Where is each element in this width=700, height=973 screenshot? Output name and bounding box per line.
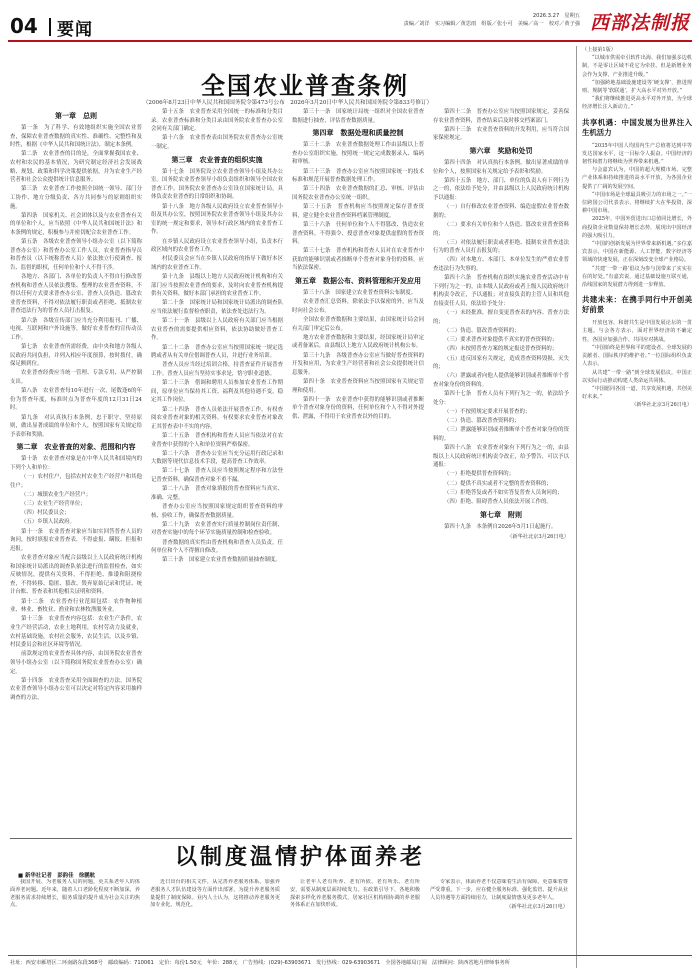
article-paragraph: 第三十八条 国家建立农业普查资料公布制度。	[303, 290, 417, 297]
right-paragraph: “加强跨地基础设施建设等‘硬支撑’，推进规则、规制等‘软联通’，扩大高水平对外开放。”	[582, 79, 692, 95]
article-paragraph: 各地方、各部门、各单位的负责人不得自行修改普查机构和普查人员依法搜集、整理的农业普查资料，不得以任何方式要求普查办公室、普查人员伪造、篡改农业普查资料，不得对依法履行职责或者拒绝、抵制农业普查违法行为的普查人员打击报复。	[10, 274, 142, 315]
right-subheading-2: 共建未来：在携手同行中开创美好前景	[582, 295, 692, 315]
article-paragraph: 第四十条 农业普查资料应当按照国家有关规定管理和使用。	[292, 378, 424, 394]
bottom-article-column-4	[430, 879, 568, 951]
masthead	[0, 0, 700, 46]
article-paragraph: 第四十二条 普查办公室应当按照国家规定，妥善保存农业普查资料，普查结束后及时移交档案部门。	[433, 109, 569, 124]
article-paragraph: （五）乡镇人民政府。	[21, 519, 75, 526]
article-paragraph: （一）自行修改农业普查资料、编造虚假农业普查数据的；	[433, 204, 569, 219]
main-article-column-3	[292, 108, 424, 830]
main-article-column-1	[10, 108, 142, 830]
article-paragraph: （四）未按照普查方案的规定报送普查资料的；	[444, 346, 558, 353]
right-paras-b	[582, 142, 692, 290]
editor-credits: 责编／刘洋 实习编辑／黄思雨 组版／张小可 美编／高一 校对／黄子强	[403, 21, 580, 27]
article-paragraph: 第三十五条 普查机构应当按照规定保存普查资料，建立健全农业普查资料档案管理制度。	[292, 204, 424, 219]
article-paragraph: （三）泄露能够识别或者推断单个普查对象身份的资料的。	[433, 427, 569, 442]
bottom-article-column-1	[10, 879, 140, 951]
right-paragraph: “我们将继续推进更高水平对外开放，为全球经济增长注入新动力。”	[582, 96, 692, 111]
article-paragraph: 地方农业普查数据和主要结果，经国家统计局审定或者备案后，由县级以上地方人民政府统计机构公布。	[292, 334, 424, 350]
article-paragraph: 第三十四条 农业普查数据的汇总、审核、评估由国务院农业普查办公室统一组织。	[292, 186, 424, 201]
article-paragraph: 农业普查对象应当配合县级以上人民政府统计机构和国家统计局派出的调查队依法进行的监督检查，如实反映情况，提供有关资料，不得拒绝、推诿和阻挠检查，不得转移、隐匿、篡改、毁弃原始记录和凭证、统计台账、普查表和其他相关证明和资料。	[10, 555, 142, 596]
article-paragraph: （四）对本地方、本部门、本单位发生的严重农业普查违法行为失察的。	[433, 257, 569, 273]
right-paragraph: 从共建“一带一路”到全球发展倡议，中国正以实际行动推动构建人类命运共同体。	[582, 369, 692, 384]
main-article-dek: （2006年8月23日中华人民共和国国务院令第473号公布 2026年3月20日中华人民共和国国务院令第833号修订）	[142, 100, 433, 106]
article-paragraph: （二）城镇农业生产经营户；	[21, 491, 92, 498]
article-paragraph: 全国农业普查数据和主要结果，由国家统计局会同有关部门审定后公布。	[292, 317, 424, 332]
article-paragraph: 第二条 农业普查的目的是，全面掌握我国农业、农村和农民的基本情况，为研究制定经济社会发展战略、规划、政策和科学决策提供依据，并为农业生产经营者和社会公众提供统计信息服务。	[10, 151, 142, 184]
header-rule	[8, 40, 692, 42]
header-divider	[49, 18, 51, 36]
issue-date: 2026.3.27 星期五	[532, 13, 580, 19]
right-article-source: （新华社北京3月26日电）	[631, 402, 692, 409]
article-paragraph: 第十三条 农业普查内容包括：农业生产条件，农业生产经营活动，农业土地利用，农村劳动力及就业，农村基础设施，农村社会服务，农民生活，以及乡镇、村民委员会和社区环境等情况。	[10, 616, 142, 649]
article-paragraph: 第三十三条 普查办公室应当按照国家统一的技术标准和规范开展普查数据处理工作。	[292, 168, 424, 184]
article-paragraph: 前款规定的农业普查具体内容，由国务院农业普查领导小组办公室（以下简称国务院农业普查办公室）确定。	[10, 651, 142, 675]
article-paragraph: 农业普查汇总资料，除依法予以保密的外，应当及时向社会公布。	[292, 299, 424, 314]
column-divider	[576, 46, 577, 968]
article-paragraph: 第四十五条 地方、部门、单位的负责人有下列行为之一的，依法给予处分，并由县级以上人民政府统计机构予以通报：	[433, 177, 569, 201]
bottom-para: 让老年人老有所养、老有所依、老有所乐、老有所安，需要从制度层面持续发力。在政策引导下，各地积极探索多样化养老服务模式，居家社区机构相协调的养老服务体系正在加快形成。	[290, 879, 420, 909]
article-paragraph: 第三条 农业普查工作按照全国统一领导、部门分工协作、地方分级负责、各方共同参与的原则组织实施。	[10, 186, 142, 210]
article-paragraph: 第三十七条 普查机构和普查人员对在农业普查中获取的能够识别或者推断单个普查对象身份的资料，应当依法保密。	[292, 248, 424, 272]
bottom-para: 我国开展、为老服务人员的问题，更关系老年人的体面养老问题。近年来，随着人口老龄化程度不断加深，养老服务需求持续增长，服务质量的提升成为社会关注的焦点。	[10, 879, 140, 909]
chapter-heading: 第三章 农业普查的组织实施	[171, 155, 263, 164]
article-paragraph: 第四十六条 普查机构在组织实施农业普查活动中有下列行为之一的，由本级人民政府或者上级人民政府统计机构责令改正，予以通报；对直接负责的主管人员和其他直接责任人员，依法给予处分：	[433, 275, 569, 308]
article-paragraph: 第一条 为了科学、有效地组织实施全国农业普查，保障农业普查数据的真实性、准确性、完整性和及时性，根据《中华人民共和国统计法》，制定本条例。	[10, 125, 142, 149]
article-paragraph: 第十条 农业普查对象是在中华人民共和国境内的下列个人和单位：	[10, 456, 142, 471]
article-paragraph: （三）拒绝答复或者不如实答复普查人员询问的；	[444, 489, 563, 496]
article-paragraph: 第四十一条 农业普查中获得的能够识别或者推断单个普查对象身份的资料，任何单位和个人不得对外提供、泄露，不得用于农业普查以外的目的。	[292, 396, 424, 420]
right-paragraph: 2025年，中国外贸进出口总值同比增长，外商投资企业数量保持增长态势，展现出中国经济的强大吸引力。	[582, 216, 692, 239]
article-paragraph: 第二十七条 普查人员应当按照规定程序和方法登记普查资料，确保普查对象不重不漏。	[151, 468, 283, 484]
header-meta	[260, 12, 580, 28]
article-paragraph: 第十五条 农业普查采用全国统一的标准和分类目录。农业普查标准和分类目录由国务院农业普查办公室会同有关部门确定。	[151, 109, 283, 133]
article-paragraph: 第二十四条 普查人员依法开展普查工作，有权查阅农业普查对象的相关资料，有权要求农业普查对象改正其普查表中不实的内容。	[151, 406, 283, 430]
article-paragraph: （一）拒绝提供普查资料的；	[444, 471, 515, 478]
article-paragraph: 普查办公室应当按照国家规定组织普查资料的审核、验收工作，确保普查数据质量。	[151, 504, 283, 519]
article-paragraph: 第六条 各级宣传部门应当充分利用报刊、广播、电视、互联网和户外设施等，做好农业普查的宣传动员工作。	[10, 317, 142, 341]
right-paragraph: “中国市场是全球最具吸引力的市场之一。”一位跨国公司代表表示，将继续扩大在华投资，深耕中国市场。	[582, 191, 692, 215]
bottom-article-title: 以制度温情护体面养老	[174, 845, 425, 870]
right-paragraph: “中国愿同各国一道，共享发展机遇，共创美好未来。”	[582, 385, 692, 401]
article-paragraph: 第四十三条 农业普查资料的开发利用，应当符合国家保密规定。	[433, 126, 569, 142]
right-paragraph: “中国的创新发展为世界带来新机遇。”多位嘉宾表示，中国在新能源、人工智能、数字经济等领域的快速发展，正在深刻改变全球产业格局。	[582, 241, 692, 264]
bottom-article-byline: ■ 新华社记者 彭韵佳 徐鹏航	[18, 873, 96, 879]
right-paragraph: “中国始终是世界和平的建设者、全球发展的贡献者、国际秩序的维护者。”一位国际组织负责人表示。	[582, 344, 692, 368]
article-paragraph: 第四条 国家机关、社会团体以及与农业普查有关的单位和个人，应当依照《中华人民共和国统计法》和本条例的规定，积极参与并密切配合农业普查工作。	[10, 212, 142, 236]
bottom-article-column-3	[290, 879, 420, 951]
right-subheading-1: 共享机遇：中国发展为世界注入生机活力	[582, 117, 692, 137]
article-paragraph: 第四十九条 本条例自2026年5月1日起施行。	[444, 523, 557, 530]
bottom-para: 专家表示，体面养老不仅意味着生活有保障，更意味着尊严受尊重。下一步，应在健全服务标准、强化监管、提升从业人员待遇等方面持续用力，让制度温情惠及更多老年人。	[430, 879, 568, 901]
page-number: 04	[10, 14, 38, 38]
chapter-heading: 第六章 奖励和处罚	[469, 146, 533, 155]
right-paragraph: “2035年中国人均国内生产总值将达到中等发达国家水平，这一目标令人振奋。中国经济的韧性和潜力将继续为世界带来机遇。”	[582, 142, 692, 166]
bottom-article-rule	[10, 838, 572, 839]
footer-info: 社址：西安市雁塔区二环南路东段368号 邮政编码：710061 定价：每份1.50元 年价：288元 广告热线：(029)-63903671 发行热线：029-63903671 全国各地邮局订阅 法律顾问：陕西省地月律师事务所	[10, 960, 510, 966]
section-name: 要闻	[57, 20, 93, 40]
article-paragraph: 普查人员应当经过培训合格，持普查证件开展普查工作。普查人员应当坚持实事求是，恪守职业道德。	[151, 362, 283, 377]
right-paras-c	[582, 319, 692, 401]
article-paragraph: 普查数据的真实性由普查机构和普查人员负责，任何单位和个人不得擅自修改。	[151, 539, 283, 555]
article-paragraph: 第十八条 地方各级人民政府设立农业普查领导小组及其办公室，按照国务院农业普查领导小组及其办公室的统一规定和要求，领导本行政区域内的农业普查工作。	[151, 203, 283, 236]
article-paragraph: 第二十八条 普查对象填报的普查资料应当真实、准确、完整。	[151, 486, 283, 501]
article-paragraph: 第三十条 国家建立农业普查数据质量抽查制度。	[162, 557, 281, 564]
article-paragraph: 第二十五条 普查机构和普查人员应当依法对在农业普查中获得的个人和单位资料严格保密。	[151, 432, 283, 448]
article-paragraph: 第二十六条 普查办公室应当充分运用行政记录和大数据等现代信息技术手段，提高普查工作效率。	[151, 450, 283, 466]
article-paragraph: 第三十二条 农业普查数据处理工作由县级以上普查办公室组织实施，按照统一规定完成数据录入、编码和审核。	[292, 142, 424, 166]
article-paragraph: 第四十七条 普查人员有下列行为之一的，依法给予处分：	[433, 391, 569, 406]
article-paragraph: （四）拒绝、阻碍普查人员依法开展工作的。	[444, 499, 552, 505]
main-article-column-2	[151, 108, 283, 830]
chapter-heading: 第一章 总则	[55, 112, 97, 120]
article-paragraph: 第二十九条 农业普查实行质量控制岗位责任制，对普查实施中的每个环节实施质量控制和检查验收。	[151, 521, 283, 537]
main-article-source: （新华社北京3月26日电）	[507, 534, 569, 541]
article-paragraph: 第四十四条 对认真执行本条例，做出显著成绩的单位和个人，按照国家有关规定给予表彰和奖励。	[433, 159, 569, 175]
bottom-article-column-2	[150, 879, 280, 951]
article-paragraph: 第十四条 农业普查采用全面调查的方法。国务院农业普查领导小组办公室可以决定对特定内容采用抽样调查的方法。	[10, 677, 142, 701]
article-paragraph: 农业普查经费应当统一管理、专款专用、从严控制支出。	[10, 370, 142, 385]
article-paragraph: 第二十条 国家统计局和国家统计局派出的调查队应当依法履行监督检查职责，依法查处违法行为。	[151, 300, 283, 316]
article-paragraph: 第十七条 国务院设立农业普查领导小组及其办公室。国务院农业普查领导小组负责组织和领导全国农业普查工作。国务院农业普查办公室设在国家统计局，具体负责农业普查的日常组织和协调。	[151, 168, 283, 201]
article-paragraph: （二）伪造、篡改普查资料的；	[444, 418, 520, 425]
right-paragraph: “以城市供需牵引软件出海、我们加强多边机制，不是零让区域不花它为牵挂。但是新增业务会作为支撑，产业推进升级。”	[582, 55, 692, 78]
article-paragraph: 第十六条 农业普查表由国务院农业普查办公室统一制定。	[151, 135, 283, 150]
article-paragraph: （一）农村住户，包括农村农业生产经营户和其他住户；	[10, 474, 142, 489]
article-paragraph: 第十一条 农业普查对象应当如实回答普查人员的询问，按时填报农业普查表，不得虚报、瞒报、拒报和迟报。	[10, 528, 142, 552]
article-paragraph: 第七条 农业普查所需经费，由中央和地方各级人民政府共同负担，并列入相应年度预算，按时拨付，确保足额到位。	[10, 344, 142, 368]
article-paragraph: （五）违反国家有关规定，造成普查资料毁损、灭失的；	[433, 355, 569, 371]
bottom-para: 近日出台的相关文件，从完善养老服务体系、加强养老服务人才队伍建设等方面作出部署，为提升养老服务质量提供了制度保障。业内人士认为，这将推动养老服务更加专业化、规范化。	[150, 879, 280, 909]
article-paragraph: 第二十一条 县级以上人民政府有关部门应当根据农业普查的需要提供相应资料，依法协助做好普查工作。	[151, 318, 283, 342]
article-paragraph: 第十二条 农业普查行业范围包括：农作物种植业、林业、畜牧业、渔业和农林牧渔服务业。	[10, 598, 142, 614]
article-paragraph: （三）要求普查对象提供不真实的普查资料的；	[444, 337, 558, 344]
article-paragraph: 第十九条 县级以上地方人民政府统计机构和有关部门应当按照农业普查的要求，及时向农业普查机构提供有关资料，做好本部门承担的农业普查工作。	[151, 274, 283, 298]
chapter-heading: 第五章 数据公布、资料管理和开发应用	[295, 277, 421, 286]
article-paragraph: 第八条 农业普查每10年进行一次，尾数逢6的年份为普查年度，标准时点为普查年度的12月31日24时。	[10, 388, 142, 412]
article-paragraph: 第九条 对认真执行本条例，忠于职守，坚持原则，做出显著成绩的单位和个人，按照国家有关规定给予表彰和奖励。	[10, 414, 142, 438]
right-paras-a	[582, 54, 692, 111]
footer-rule	[8, 955, 692, 956]
article-paragraph: （三）农业生产经营单位；	[21, 501, 86, 508]
article-paragraph: 第二十二条 普查办公室应当按照国家统一规定选聘或者从有关单位借调普查人员，并进行业务培训。	[151, 344, 283, 360]
article-paragraph: （二）伪造、篡改普查资料的；	[444, 328, 520, 334]
article-paragraph: 第三十九条 各级普查办公室应当做好普查资料的开发和应用，为农业生产经营者和社会公众提供统计信息服务。	[292, 352, 424, 376]
article-paragraph: （六）泄露或者向他人提供能够识别或者推断单个普查对象身份的资料的。	[433, 373, 569, 388]
chapter-heading: 第二章 农业普查的对象、范围和内容	[16, 443, 136, 452]
chapter-heading: 第四章 数据处理和质量控制	[312, 129, 404, 138]
right-column-article	[582, 46, 692, 966]
main-article-column-4	[433, 108, 569, 830]
article-paragraph: 第四十八条 农业普查对象有下列行为之一的，由县级以上人民政府统计机构责令改正，给予警告，可以予以通报：	[433, 445, 569, 469]
chapter-heading: 第七章 附则	[480, 510, 522, 519]
right-paragraph: 开放包容、和谐共生是中国发展论坛的一贯主题。与会各方表示，面对世界经济的不确定性，各国应加强合作、共同应对挑战。	[582, 320, 692, 343]
article-paragraph: 第二十三条 借调和聘用人员参加农业普查工作期间，原单位应当保持其工资、福利及其他待遇不变，稳定其工作岗位。	[151, 380, 283, 404]
newspaper-logo: 西部法制报	[590, 12, 691, 34]
main-article-title: 全国农业普查条例	[201, 72, 409, 100]
bottom-article-source: （新华社北京3月26日电）	[506, 904, 568, 911]
article-paragraph: （二）要求有关单位和个人伪造、篡改农业普查资料的；	[433, 221, 569, 237]
continued-label: （上接第1版）	[582, 47, 616, 53]
article-paragraph: 第三十一条 国家统计局统一组织对全国农业普查数据进行抽查，评估普查数据质量。	[292, 109, 424, 124]
article-paragraph: （三）对依法履行职责或者拒绝、抵制农业普查违法行为的普查人员打击报复的；	[433, 239, 569, 255]
right-paragraph: “共建‘一带一路’倡议为参与国带来了实实在在的好处。”有嘉宾说，通过基础设施互联互通，沿线国家的发展潜力得到进一步释放。	[582, 265, 692, 289]
article-paragraph: 在乡镇人民政府设立农业普查领导小组，负责本行政区域内的农业普查工作。	[151, 238, 283, 254]
article-paragraph: 第五条 各级农业普查领导小组办公室（以下简称普查办公室）和普查办公室工作人员，农业普查指导员和普查员（以下统称普查人员）依法独立行使调查、报告、监督的职权，任何单位和个人不得干涉。	[10, 239, 142, 271]
article-paragraph: 村民委员会应当在乡镇人民政府的指导下做好本区域内的农业普查工作。	[151, 256, 283, 271]
article-paragraph: （一）不按照规定要求开展普查的；	[444, 408, 531, 415]
article-paragraph: （一）未经批准，擅自变更普查表的内容、普查方法的；	[433, 310, 569, 325]
article-paragraph: 第三十六条 任何单位和个人不得篡改、伪造农业普查资料，不得强令、授意普查对象提供虚假的普查资料。	[292, 221, 424, 246]
article-paragraph: （四）村民委员会；	[21, 510, 70, 517]
article-paragraph: （二）提供不真实或者不完整的普查资料的；	[444, 480, 552, 487]
right-paragraph: 与会嘉宾认为，中国的超大规模市场、完整产业体系和持续推进的高水平开放，为各国企业提供了广阔的发展空间。	[582, 167, 692, 190]
